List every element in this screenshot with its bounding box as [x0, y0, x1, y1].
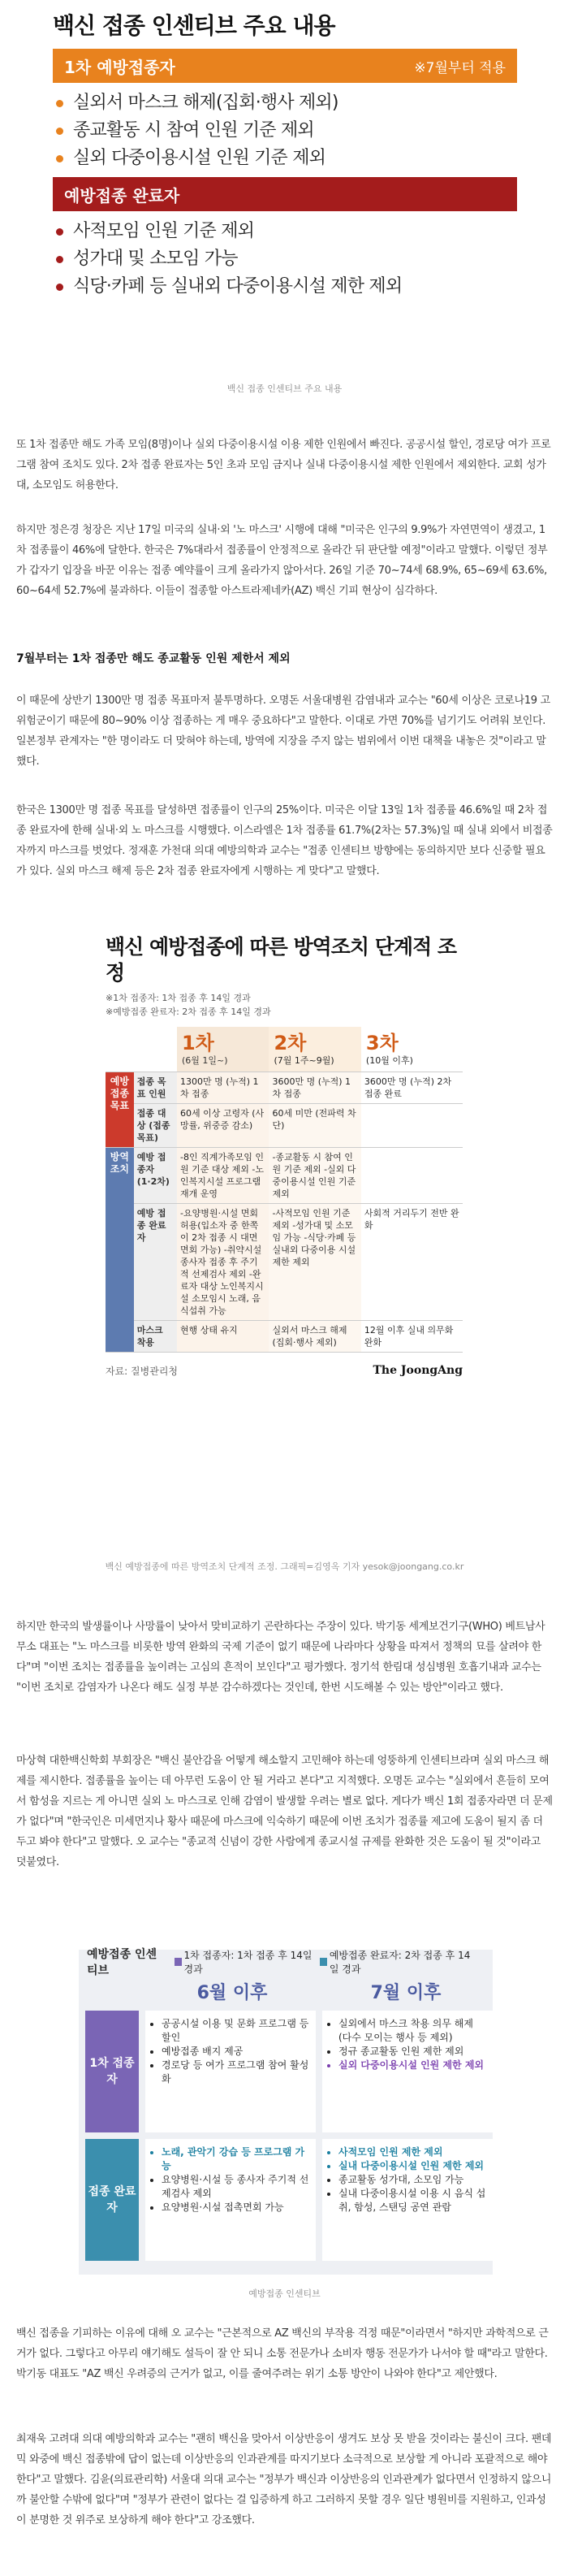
graphic-header: 예방접종 인센티브 1차 접종자: 1차 접종 후 14일 경과 예방접종 완료자: 2차 접종 후 14일 경과: [79, 1950, 493, 1974]
paragraph: 또 1차 접종만 해도 가족 모임(8명)이나 실외 다중이용시설 이용 제한 인원에서 빠진다. 공공시설 할인, 경로당 여가 프로그램 참여 조치도 있다. 2차 접종 완료자는 5인 초과 모임 금지나 실내 다중이용시설 제한 인원에서 제외한다. 교회 성가대, 소모임도 허용한다.: [16, 439, 551, 491]
incentive-summary-graphic: [53, 10, 517, 301]
bullet-icon: [56, 128, 63, 135]
first-dose-note: ※7월부터 적용: [414, 59, 506, 76]
first-dose-list: [53, 89, 517, 172]
list-item: 식당·카페 등 실내외 다중이용시설 제한 제외: [56, 273, 517, 301]
graphic-footer: [106, 1364, 463, 1378]
paragraph: 백신 접종을 기피하는 이유에 대해 오 교수는 "근본적으로 AZ 백신의 부작용 걱정 때문"이라면서 "하지만 과학적으로 근거가 없다. 그렇다고 아무리 얘기해도 설득이 잘 안 되니 소통 전문가나 소비자 행동 전문가가 나서야 할 때"라고 말한다. 박기동 대표도 "AZ 백신 우려증의 근거가 없고, 이를 줄여주려는 위기 소통 방안이 나와야 한다"고 제안했다.: [16, 2327, 549, 2380]
completed-list: [53, 218, 517, 301]
measures-table: [106, 1027, 463, 1353]
graphic-title: 백신 접종 인센티브 주요 내용: [53, 12, 335, 39]
bullet-icon: [56, 228, 63, 236]
paragraph: 마상혁 대한백신학회 부회장은 "백신 불안감을 어떻게 해소할지 고민해야 하는데 엉뚱하게 인센티브라며 실외 마스크 해제를 제시한다. 접종률을 높이는 데 아무런 도움이 안 될 거라고 본다"고 지적했다. 오명돈 교수는 "실외에서 흔들히 모여서 함성을 지르는 게 아니면 실외 노 마스크로 인해 감염이 발생할 우려는 별로 없다. 게다가 백신 1회 접종자라면 더 문제가 없다"며 "한국인은 미세먼지나 황사 때문에 마스크에 익숙하기 때문에 이번 조치가 접종률 제고에 도움이 될지 좀 더 두고 봐야 한다"고 말했다. 오 교수는 "종교적 신념이 강한 사람에게 종교시설 규제를 완화한 것은 도움이 될 것"이라고 덧붙였다.: [16, 1755, 553, 1868]
list-item: 실외 다중이용시설 인원 기준 제외: [56, 145, 517, 172]
section-heading: 7월부터는 1차 접종만 해도 종교활동 인원 제한서 제외: [16, 652, 291, 665]
paragraph: 하지만 한국의 발생률이나 사망률이 낮아서 맞비교하기 곤란하다는 주장이 있다. 박기동 세계보건기구(WHO) 베트남사무소 대표는 "노 마스크를 비롯한 방역 완화의 국제 기준이 없기 때문에 나라마다 상황을 따져서 정책의 묘를 살려야 한다"며 "이번 조치는 접종률을 높이려는 고심의 흔적이 보인다"고 평가했다. 정기석 한림대 성심병원 호흡기내과 교수는 "이번 조치로 감염자가 나온다 해도 실정 부분 감수하겠다는 것인데, 한번 시도해볼 수 있는 방안"이라고 했다.: [16, 1621, 545, 1694]
table-row: 접종 대상 (접종 목표) 60세 이상 고령자 (사망률, 위중증 감소) 60세 미만 (전파력 차단): [106, 1104, 463, 1148]
graphic-title: 백신 예방접종에 따른 방역조치 단계적 조정: [106, 935, 457, 985]
image-caption: 예방접종 인센티브: [248, 2288, 321, 2299]
phase-header: 1차 (6월 1일~): [177, 1027, 269, 1072]
table-row: 마스크 착용 현행 상태 유지 실외서 마스크 해제 (집회·행사 제외) 12월 이후 실내 의무화 완화: [106, 1321, 463, 1353]
completed-bar: [53, 177, 517, 211]
graphic-notes: ※1차 접종자: 1차 접종 후 14일 경과 ※예방접종 완료자: 2차 접종 후 14일 경과: [106, 993, 271, 1017]
image-caption: 백신 접종 인센티브 주요 내용: [226, 383, 343, 394]
image-caption: 백신 예방접종에 따른 방역조치 단계적 조정. 그래픽=김영옥 기자 yesok@joongang.co.kr: [105, 1561, 464, 1572]
bullet-icon: [56, 100, 63, 107]
bullet-icon: [56, 284, 63, 291]
phase-header: 3차 (10월 이후): [361, 1027, 463, 1072]
group-label: 예방 접종 목표: [106, 1072, 134, 1148]
column-headers: 6월 이후 7월 이후: [196, 1983, 442, 2003]
brand-logo: The JoongAng: [373, 1364, 463, 1377]
phase-header: 2차 (7월 1주~9월): [269, 1027, 360, 1072]
table-row: 예방 접종 목표 접종 목표 인원 1300만 명 (누적) 1차 접종 3600만 명 (누적) 1차 접종 3600만 명 (누적) 2차 접종 완료: [106, 1072, 463, 1104]
bullet-icon: [56, 256, 63, 263]
completed-row: 접종 완료자 • 노래, 관악기 강습 등 프로그램 가능 • 요양병원·시설 등 종사자 주기적 선제검사 제외 • 요양병원·시설 접촉면회 가능 • 사적모임 인원 제한 제외 • 실내 다중이용시설 인원 제한 제외 • 종교활동 성가대, 소모임 가능 • 실내 다중이용시설 이용 시 음식 섭취, 함성, 스탠딩 공연 관람: [79, 2139, 493, 2261]
first-dose-label: 1차 예방접종자: [64, 57, 175, 77]
source-text: 자료: 질병관리청: [106, 1366, 179, 1377]
paragraph: 하지만 정은경 청장은 지난 17일 미국의 실내·외 '노 마스크' 시행에 대해 "미국은 인구의 9.9%가 자연면역이 생겼고, 1차 접종률이 46%에 달한다. 한국은 7%대라서 접종률이 안정적으로 올라간 뒤 판단할 예정"이라고 말했다. 이렇던 정부가 갑자기 입장을 바꾼 이유는 접종 예약률이 크게 올라가지 않아서다. 26일 기준 70~74세 68.9%, 65~69세 63.6%, 60~64세 52.7%에 불과하다. 이들이 접종할 아스트라제네카(AZ) 백신 기피 현상이 심각하다.: [16, 524, 548, 597]
first-dose-row: 1차 접종자 • 공공시설 이용 및 문화 프로그램 등 할인 • 예방접종 배지 제공 • 경로당 등 여가 프로그램 참여 활성화 • 실외에서 마스크 착용 의무 해제 (다수 모이는 행사 등 제외) • 정규 종교활동 인원 제한 제외 • 실외 다중이용시설 인원 제한 제외: [79, 2011, 493, 2132]
graphic-title: 예방접종 인센티브: [87, 1948, 157, 1977]
bullet-icon: [56, 155, 63, 162]
list-item: 사적모임 인원 기준 제외: [56, 218, 517, 245]
first-dose-bar: [53, 49, 517, 83]
completed-label: 예방접종 완료자: [64, 185, 180, 206]
paragraph: 한국은 1300만 명 접종 목표를 달성하면 접종률이 인구의 25%이다. 미국은 이달 13일 1차 접종률 46.6%일 때 2차 접종 완료자에 한해 실내·외 노 마스크를 시행했다. 이스라엘은 1차 접종률 61.7%(2차는 57.3%)일 때 실내 외에서 비접종자까지 마스크를 벗었다. 정재훈 가천대 의대 예방의학과 교수는 "접종 인센티브 방향에는 동의하지만 보다 신중할 필요가 있다. 실외 마스크 해제 등은 2차 접종 완료자에게 시행하는 게 맞다"고 말했다.: [16, 804, 553, 877]
phased-measures-graphic: [106, 934, 463, 1527]
table-row: 예방 접종 완료자 -요양병원·시설 면회 허용(입소자 중 한쪽이 2차 접종 시 대면 면회 가능) -취약시설 종사자 접종 후 주기적 선제검사 제외 -완료자 대상 노인복지시설 소모임시 노래, 음식섭취 가능 -사적모임 인원 기준 제외 -성가대 및 소모임 가능 -식당·카페 등 실내외 다중이용 시설 제한 제외 사회적 거리두기 전반 완화: [106, 1204, 463, 1321]
paragraph: 최재욱 고려대 의대 예방의학과 교수는 "괜히 백신을 맞아서 이상반응이 생겨도 보상 못 받을 것이라는 불신이 크다. 팬데믹 와중에 백신 접종밖에 답이 없는데 이상반응의 인과관계를 따지기보다 소극적으로 보상할 게 아니라 포괄적으로 해야 한다"고 말했다. 김윤(의료관리학) 서울대 의대 교수는 "정부가 백신과 이상반응의 인과관계가 없다면서 인정하지 않으니까 불안할 수밖에 없다"며 "정부가 관련이 없다는 걸 입증하게 하고 그러하지 못할 경우 일단 병원비를 지원하고, 인과성이 분명한 것 위주로 보상하게 해야 한다"고 강조했다.: [16, 2433, 552, 2526]
table-row: 방역 조치 예방 접종자 (1·2차) -8인 직계가족모임 인원 기준 대상 제외 -노인복지시설 프로그램 재개 운영 -종교활동 시 참여 인원 기준 제외 -실외 다중이용시설 인원 기준 제외: [106, 1148, 463, 1204]
incentive-table-graphic: [79, 1950, 493, 2275]
group-label: 방역 조치: [106, 1148, 134, 1353]
list-item: 종교활동 시 참여 인원 기준 제외: [56, 117, 517, 145]
list-item: 성가대 및 소모임 가능: [56, 245, 517, 273]
paragraph: 이 때문에 상반기 1300만 명 접종 목표마저 불투명하다. 오명돈 서울대병원 감염내과 교수는 "60세 이상은 코로나19 고위험군이기 때문에 80~90% 이상 접종하는 게 매우 중요하다"고 말한다. 이대로 가면 70%를 넘기기도 어려워 보인다. 일본정부 관계자는 "한 명이라도 더 맞혀야 하는데, 방역에 지장을 주지 않는 범위에서 이번 대책을 내놓은 것"이라고 말했다.: [16, 695, 550, 768]
list-item: 실외서 마스크 해제(집회·행사 제외): [56, 89, 517, 117]
